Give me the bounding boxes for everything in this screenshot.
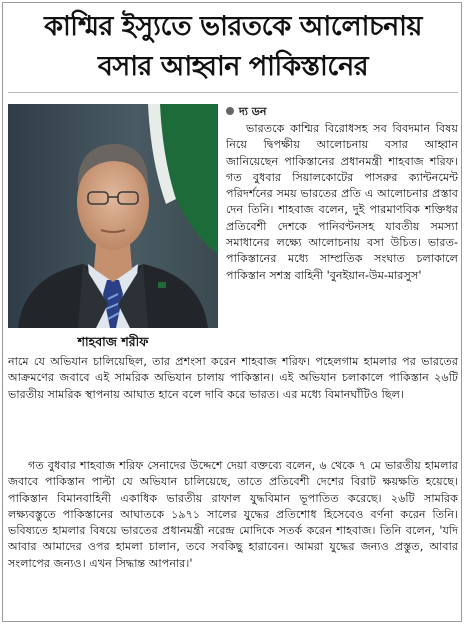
article-column [226,121,458,284]
photo-caption: শাহবাজ শরীফ [77,334,149,349]
headline-line-2: বসার আহ্বান পাকিস্তানের [97,51,369,82]
byline-source: দ্য ডন [239,105,267,118]
headline-line-1: কাশ্মির ইস্যুতে ভারতকে আলোচনায় [44,11,422,42]
article-paragraph-1-continued: নামে যে অভিযান চালিয়েছিল, তার প্রশংসা করেন শাহবাজ শরিফ। পহেলগাম হামলার পর ভারতের আক্রমণের জবাবে এই সামরিক অভিযান চালায় পাকিস্তান। এই অভিযান চলাকালে পাকিস্তান ২৬টি ভারতীয় সামরিক স্থাপনায় আঘাত হানে বলে দাবি করে ভারত। এর মধ্যে বিমানঘাঁটিও ছিল। [8,355,458,401]
article-paragraph-2: গত বুধবার শাহবাজ শরিফ সেনাদের উদ্দেশে দেয়া বক্তব্যে বলেন, ৬ থেকে ৭ মে ভারতীয় হামলার জবাবে পাকিস্তান পাল্টা যে অভিযান চালিয়েছে, তাতে প্রতিবেশী দেশের বিরাট ক্ষয়ক্ষতি হয়েছে। পাকিস্তান বিমানবাহিনী একাধিক ভারতীয় রাফাল যুদ্ধবিমান ভূপাতিত করেছে। ২৬টি সামরিক লক্ষ্যবস্তুতে পাকিস্তানের আঘাতকে ১৯৭১ সালের যুদ্ধের প্রতিশোধ হিসেবেও বর্ণনা করেন তিনি। ভবিষ্যতে হামলার বিষয়ে ভারতের প্রধানমন্ত্রী নরেন্দ্র মোদিকে সতর্ক করেন শাহবাজ। তিনি বলেন, 'যদি আবার আমাদের ওপর হামলা চালান, তবে সবকিছু হারাবেন। আমরা যুদ্ধের জন্যও প্রস্তুত, আবার সংলাপের জন্যও। এখন সিদ্ধান্ত আপনার।' [8,459,458,570]
article-photo [8,104,218,328]
article-body-second [8,458,458,572]
headline-divider [8,92,458,93]
portrait-image [8,104,218,328]
byline [226,104,266,120]
article-paragraph-1-column: ভারতকে কাশ্মির বিরোধসহ সব বিবদমান বিষয় নিয়ে দ্বিপক্ষীয় আলোচনায় বসার আহ্বান জানিয়েছেন পাকিস্তানের প্রধানমন্ত্রী শাহবাজ শরিফ। গত বুধবার সিয়ালকোটের পাসরুর ক্যান্টনমেন্ট পরিদর্শনের সময় ভারতের প্রতি এ আলোচনার প্রস্তাব দেন তিনি। শাহবাজ বলেন, দুই পারমাণবিক শক্তিধর প্রতিবেশী দেশকে পানিবণ্টনসহ যাবতীয় সমস্যা সমাধানের লক্ষ্যে আলোচনায় বসা উচিত। ভারত-পাকিস্তানের মধ্যে সাম্প্রতিক সংঘাত চলাকালে পাকিস্তান সশস্ত্র বাহিনী 'বুনইয়ান-উম-মারসুস' [226,122,458,282]
bullet-icon [226,107,234,115]
article-body-full [8,354,458,403]
